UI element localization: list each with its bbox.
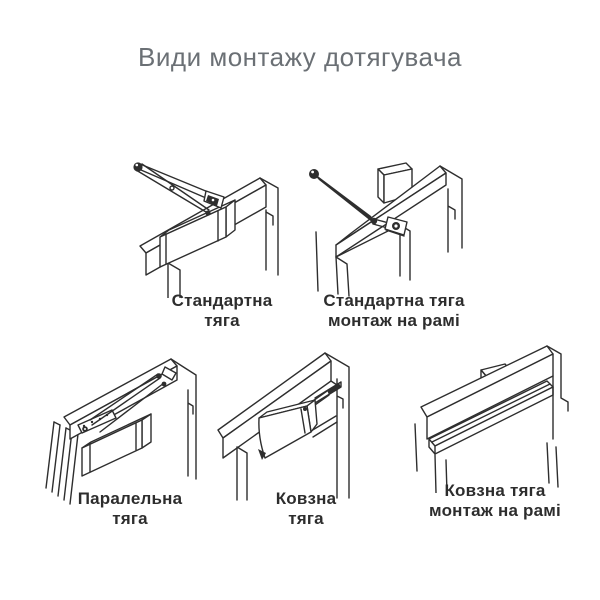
standard-arm-door-mount-illustration [120, 150, 295, 298]
figure-slide-arm [215, 348, 380, 503]
figure-standard-arm-frame [300, 148, 485, 300]
label-line: Паралельна [77, 489, 183, 508]
label-line: Ковзна [275, 489, 337, 508]
label-line: тяга [112, 509, 148, 528]
standard-arm-frame-mount-illustration [300, 148, 485, 300]
label-line: тяга [204, 311, 240, 330]
figure-label-parallel-arm [40, 489, 220, 529]
slide-arm-illustration [215, 348, 380, 503]
slide-arm-frame-mount-illustration [405, 343, 580, 493]
figure-label-slide-arm [216, 489, 396, 529]
figure-label-standard-arm-frame [304, 291, 484, 331]
figure-label-slide-arm-frame [405, 481, 585, 521]
label-line: монтаж на рамі [429, 501, 561, 520]
label-line: Стандартна тяга [323, 291, 465, 310]
label-line: монтаж на рамі [328, 311, 460, 330]
page-title: Види монтажу дотягувача [138, 42, 462, 72]
label-line: Ковзна тяга [444, 481, 546, 500]
figure-parallel-arm [40, 348, 210, 506]
figure-slide-arm-frame [405, 343, 580, 493]
figure-standard-arm [120, 150, 295, 298]
label-line: тяга [288, 509, 324, 528]
parallel-arm-illustration [40, 348, 210, 506]
label-line: Стандартна [171, 291, 273, 310]
figure-label-standard-arm [132, 291, 312, 331]
